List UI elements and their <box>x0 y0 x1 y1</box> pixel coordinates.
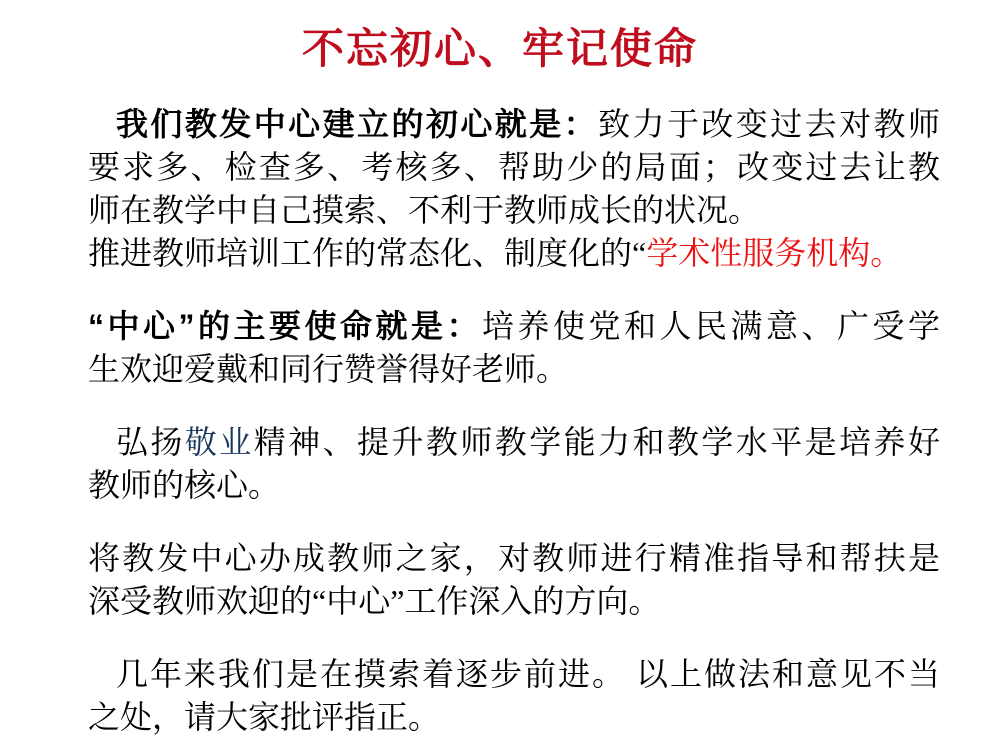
text-line <box>88 580 940 623</box>
text-run-normal: 致力于改变过去对教师 <box>598 106 940 142</box>
paragraph <box>88 421 940 507</box>
text-run-normal: 之处，请大家批评指正。 <box>88 699 441 735</box>
text-run-normal: 生欢迎爱戴和同行赞誉得好老师。 <box>88 351 569 387</box>
text-run-normal: 弘扬 <box>116 424 185 460</box>
text-line <box>88 103 940 146</box>
text-run-normal: 将教发中心办成教师之家，对教师进行精准指导和帮扶是 <box>88 540 940 576</box>
text-line <box>88 348 940 391</box>
text-line <box>88 464 940 507</box>
text-run-bold: 我们教发中心建立的初心就是： <box>116 106 599 142</box>
text-run-normal: 几年来我们是在摸索着逐步前进。 以上做法和意见不当 <box>116 656 940 692</box>
text-run-normal: 培养使党和人民满意、广受学 <box>482 308 940 344</box>
text-line <box>88 421 940 464</box>
text-run-blue: 敬业 <box>184 424 254 460</box>
text-run-bold: “中心”的主要使命就是： <box>88 308 482 344</box>
slide-body <box>88 103 940 739</box>
text-run-normal: 要求多、检查多、考核多、帮助少的局面；改变过去让教 <box>88 149 940 185</box>
text-line <box>88 232 940 275</box>
text-line <box>88 537 940 580</box>
paragraph <box>88 653 940 739</box>
paragraph <box>88 103 940 232</box>
paragraph <box>88 537 940 623</box>
text-line <box>88 696 940 739</box>
text-line <box>88 305 940 348</box>
text-line <box>88 189 940 232</box>
text-line <box>88 653 940 696</box>
text-line <box>88 146 940 189</box>
text-run-normal: 深受教师欢迎的“中心”工作深入的方向。 <box>88 583 661 619</box>
text-run-normal: 推进教师培训工作的常态化、制度化的“ <box>88 235 647 271</box>
text-run-normal: 师在教学中自己摸索、不利于教师成长的状况。 <box>88 192 761 228</box>
paragraph <box>88 305 940 391</box>
paragraph <box>88 232 940 275</box>
text-run-red: 学术性服务机构。 <box>646 235 903 271</box>
text-run-normal: 教师的核心。 <box>88 467 281 503</box>
text-run-normal: 精神、提升教师教学能力和教学水平是培养好 <box>253 424 940 460</box>
slide-title: 不忘初心、牢记使命 <box>301 27 698 73</box>
